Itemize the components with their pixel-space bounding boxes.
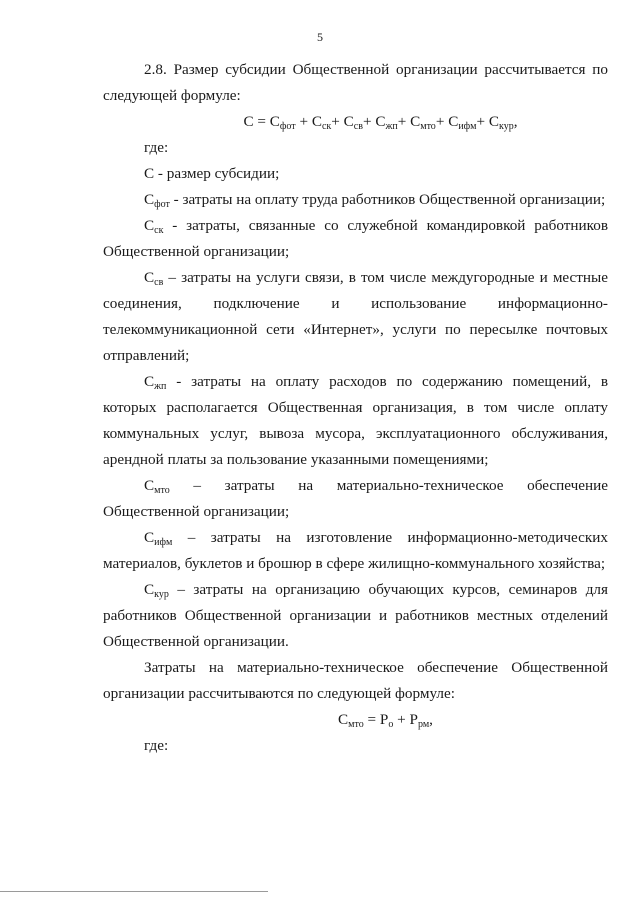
mto-formula-term-rrm: $Р_{рм}$ [409, 711, 430, 730]
definition-sk: $С_{ск}$ - затраты, связанные со служебной командировкой работников Общественной организации; [103, 217, 608, 260]
paragraph-2-8: 2.8. Размер субсидии Общественной организации рассчитывается по следующей формуле: [103, 61, 608, 104]
formula-term-zhp: $С_{жп}$ [375, 113, 398, 132]
formula-plus: + [299, 113, 309, 130]
subsidy-formula [103, 109, 608, 135]
definition-zhp: $С_{жп}$ - затраты на оплату расходов по содержанию помещений, в которых располагается Общественная организация, в том числе оплату коммунальных услуг, вывоза мусора, эксплуатационного обслуживания, арендной платы за пользование указанными помещениями; [103, 373, 608, 468]
paragraph-mto-calculation: Затраты на материально-техническое обеспечение Общественной организации рассчитываются по следующей формуле: [103, 659, 608, 702]
formula-plus: + [397, 113, 407, 130]
formula-term-mto: $С_{мто}$ [410, 113, 436, 132]
formula-plus: + [331, 113, 340, 130]
formula-term-ifm: $С_{ифм}$ [448, 113, 477, 132]
mto-formula-equals: = [367, 711, 377, 728]
formula-plus: + [362, 113, 372, 130]
where-label-2: где: [144, 737, 169, 754]
page-number: 5 [317, 30, 323, 44]
formula-plus: + [435, 113, 445, 130]
mto-formula [103, 707, 608, 733]
formula-term-fot: $С_{фот}$ [269, 113, 296, 132]
document-body [103, 57, 608, 759]
definition-mto: $С_{мто}$ – затраты на материально-техническое обеспечение Общественной организации; [103, 477, 608, 520]
mto-formula-end: , [429, 711, 433, 728]
mto-formula-term-ro: $Р_о$ [379, 711, 394, 730]
formula-term-kur: $С_{кур}$ [488, 113, 514, 132]
definition-kur: $С_{кур}$ – затраты на организацию обучающих курсов, семинаров для работников Общественной организации и работников местных отделений Общественной организации. [103, 581, 608, 650]
mto-formula-plus: + [397, 711, 406, 728]
definition-ifm: $С_{ифм}$ – затраты на изготовление информационно-методических материалов, буклетов и брошюр в сфере жилищно-коммунального хозяйства; [103, 529, 608, 572]
formula-term-sv: $С_{св}$ [343, 113, 363, 132]
definition-sv: $С_{св}$ – затраты на услуги связи, в том числе междугородные и местные соединения, подключение и использование информационно-телекоммуникационной сети «Интернет», услуги по пересылке почтовых отправлений; [103, 269, 608, 364]
where-label-1: где: [144, 139, 169, 156]
definition-fot: $С_{фот}$ - затраты на оплату труда работников Общественной организации; [144, 191, 606, 210]
formula-end: , [513, 113, 518, 130]
definition-c: С - размер субсидии; [144, 165, 280, 182]
formula-term-sk: $С_{ск}$ [311, 113, 332, 132]
bottom-rule [0, 891, 268, 892]
formula-lhs: С [243, 113, 254, 130]
formula-equals: = [257, 113, 266, 130]
mto-formula-lhs: $С_{мто}$ [338, 711, 364, 730]
formula-plus: + [476, 113, 486, 130]
